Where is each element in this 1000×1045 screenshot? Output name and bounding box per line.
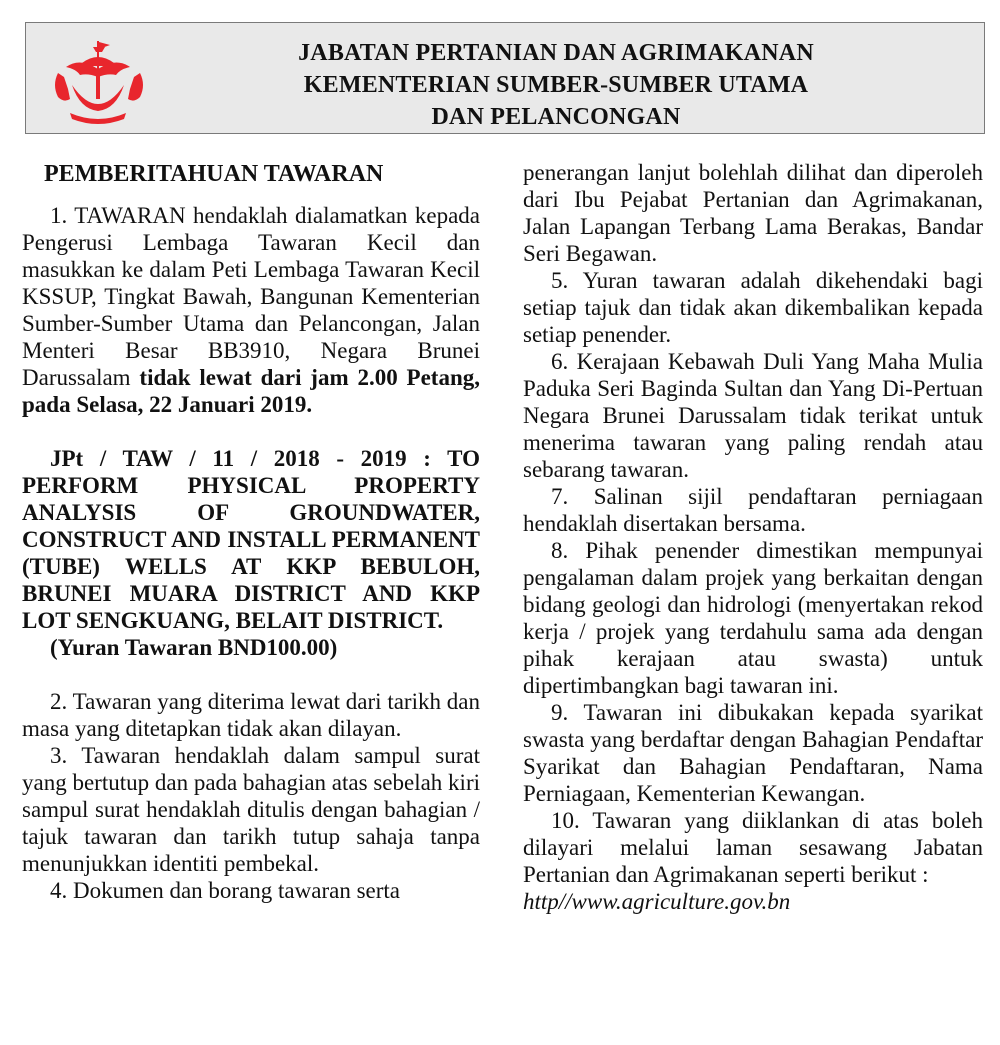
paragraph-8: 8. Pihak penender dimestikan mempunyai pengalaman dalam projek yang berkaitan dengan bidang geologi dan hidrologi (menyertakan rekod kerja / projek yang terdahulu sama ada dengan pihak kerajaan atau swasta) untuk dipertimbangkan bagi tawaran ini. xyxy=(523,538,983,698)
notice-title: PEMBERITAHUAN TAWARAN xyxy=(44,161,384,187)
deadline-text: tidak lewat dari jam 2.00 Petang, pada Selasa, 22 Januari 2019. xyxy=(22,365,481,417)
tender-fee: (Yuran Tawaran BND100.00) xyxy=(50,635,338,660)
website-link[interactable]: http//www.agriculture.gov.bn xyxy=(523,889,791,914)
agency-title-line: JABATAN PERTANIAN DAN AGRIMAKANAN xyxy=(298,40,814,66)
agency-title xyxy=(226,37,886,133)
paragraph-9: 9. Tawaran ini dibukakan kepada syarikat swasta yang berdaftar dengan Bahagian Pendaftar Syarikat dan Bahagian Pendaftaran, Nama Perniagaan, Kementerian Kewangan. xyxy=(523,700,983,806)
agency-title-line: DAN PELANCONGAN xyxy=(431,104,681,130)
paragraph-7: 7. Salinan sijil pendaftaran perniagaan hendaklah disertakan bersama. xyxy=(523,484,983,536)
paragraph-5: 5. Yuran tawaran adalah dikehendaki bagi setiap tajuk dan tidak akan dikembalikan kepada setiap penender. xyxy=(523,268,983,347)
agency-title-line: KEMENTERIAN SUMBER-SUMBER UTAMA xyxy=(303,72,809,98)
brunei-crest-icon xyxy=(44,33,154,125)
left-column xyxy=(22,158,480,904)
paragraph-10: 10. Tawaran yang diiklankan di atas boleh dilayari melalui laman sesawang Jabatan Pertanian dan Agrimakanan seperti berikut : xyxy=(523,808,983,887)
paragraph-4-continued: penerangan lanjut bolehlah dilihat dan diperoleh dari Ibu Pejabat Pertanian dan Agrimakanan, Jalan Lapangan Terbang Lama Berakas, Bandar Seri Begawan. xyxy=(523,160,983,266)
tender-reference: JPt / TAW / 11 / 2018 - 2019 : TO PERFORM PHYSICAL PROPERTY ANALYSIS OF GROUNDWATER, CONSTRUCT AND INSTALL PERMANENT (TUBE) WELLS AT KKP BEBULOH, BRUNEI MUARA DISTRICT AND KKP LOT SENGKUANG, BELAIT DISTRICT. xyxy=(22,446,480,633)
paragraph-4-start: 4. Dokumen dan borang tawaran serta xyxy=(50,878,400,903)
right-column xyxy=(523,159,983,915)
paragraph-1 xyxy=(22,202,480,418)
paragraph-6: 6. Kerajaan Kebawah Duli Yang Maha Mulia Paduka Seri Baginda Sultan dan Yang Di-Pertuan Negara Brunei Darussalam tidak terikat untuk menerima tawaran yang paling rendah atau sebarang tawaran. xyxy=(523,349,983,482)
paragraph-1-text: 1. TAWARAN hendaklah dialamatkan kepada Pengerusi Lembaga Tawaran Kecil dan masukkan ke dalam Peti Lembaga Tawaran Kecil KSSUP, Tingkat Bawah, Bangunan Kementerian Sumber-Sumber Utama dan Pelancongan, Jalan Menteri Besar BB3910, Negara Brunei Darussalam xyxy=(22,203,480,390)
header-banner xyxy=(25,22,985,134)
paragraph-3: 3. Tawaran hendaklah dalam sampul surat yang bertutup dan pada bahagian atas sebelah kiri sampul surat hendaklah ditulis dengan bahagian / tajuk tawaran dan tarikh tutup sahaja tanpa menunjukkan identiti pembekal. xyxy=(22,743,480,876)
paragraph-2: 2. Tawaran yang diterima lewat dari tarikh dan masa yang ditetapkan tidak akan dilayan. xyxy=(22,689,480,741)
